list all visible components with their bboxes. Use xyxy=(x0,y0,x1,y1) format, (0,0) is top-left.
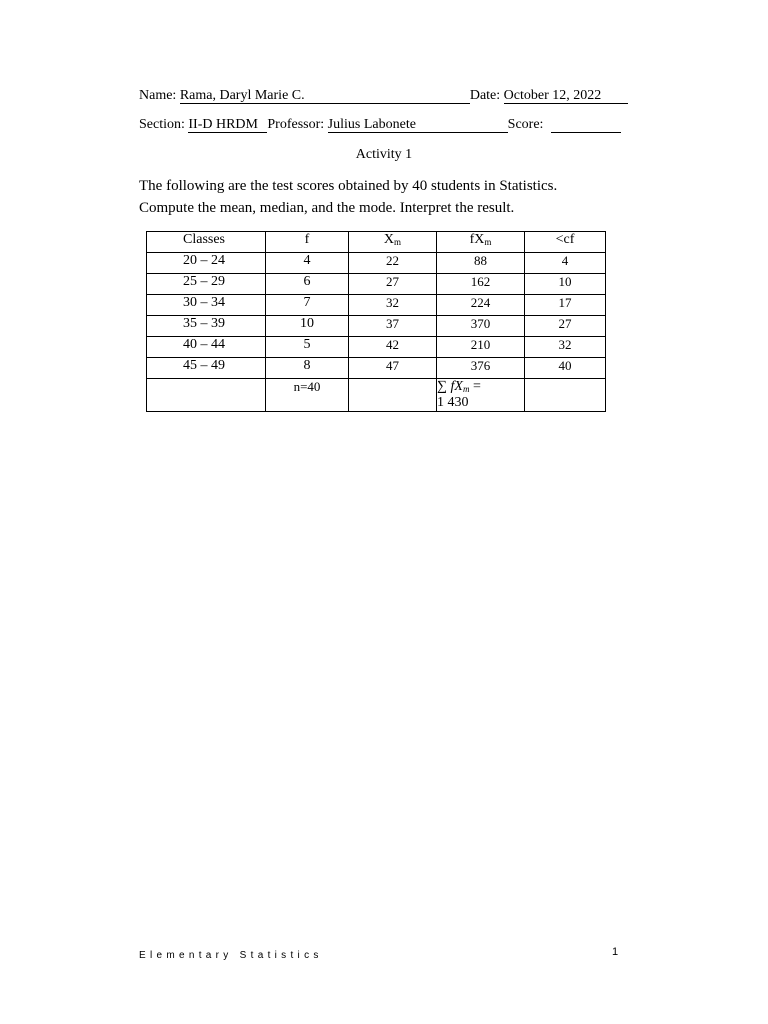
footer-course-title: Elementary Statistics xyxy=(139,950,323,961)
cf-cell: 27 xyxy=(525,316,606,337)
xm-cell: 47 xyxy=(349,358,437,379)
table-row xyxy=(147,295,606,316)
name-date-line xyxy=(139,88,628,104)
sum-f: f xyxy=(450,379,455,394)
section-value-underline xyxy=(188,117,267,133)
table-row xyxy=(147,253,606,274)
f-cell: 6 xyxy=(266,274,349,295)
name-value-underline xyxy=(180,88,470,104)
score-blank xyxy=(551,117,621,133)
fxm-cell: 370 xyxy=(437,316,525,337)
class-cell: 20 – 24 xyxy=(147,253,266,274)
name-value: Rama, Daryl Marie C. xyxy=(179,88,305,103)
table-total-row xyxy=(147,379,606,412)
f-cell: 5 xyxy=(266,337,349,358)
section-professor-score-line xyxy=(139,117,621,133)
xm-cell: 27 xyxy=(349,274,437,295)
professor-value: Julius Labonete xyxy=(327,117,416,132)
page-title: Activity 1 xyxy=(355,147,413,162)
header-xm: $X_m$ xyxy=(349,232,437,253)
professor-value-underline xyxy=(328,117,508,133)
total-n-cell: n=40 xyxy=(266,379,349,412)
fxm-cell: 376 xyxy=(437,358,525,379)
class-cell: 40 – 44 xyxy=(147,337,266,358)
f-cell: 7 xyxy=(266,295,349,316)
total-empty-cell xyxy=(147,379,266,412)
sum-equals: = xyxy=(472,379,481,394)
name-label: Name: xyxy=(139,88,177,103)
header-fxm: $fX_m$ xyxy=(437,232,525,253)
date-label: Date: xyxy=(469,88,501,103)
table-row xyxy=(147,337,606,358)
table-row xyxy=(147,358,606,379)
date-value-underline xyxy=(504,88,628,104)
fxm-cell: 162 xyxy=(437,274,525,295)
professor-label: Professor: xyxy=(267,117,325,132)
total-empty-cell xyxy=(349,379,437,412)
xm-cell: 32 xyxy=(349,295,437,316)
sum-sub: m xyxy=(462,384,470,394)
class-cell: 25 – 29 xyxy=(147,274,266,295)
sigma-symbol: ∑ xyxy=(437,379,447,394)
f-cell: 8 xyxy=(266,358,349,379)
class-cell: 35 – 39 xyxy=(147,316,266,337)
fxm-cell: 210 xyxy=(437,337,525,358)
total-empty-cell xyxy=(525,379,606,412)
header-cf: <cf xyxy=(525,232,606,253)
instruction-line-2: Compute the mean, median, and the mode. Interpret the result. xyxy=(139,200,515,216)
f-cell: 4 xyxy=(266,253,349,274)
page-number: 1 xyxy=(612,946,619,958)
sum-value: 1 430 xyxy=(437,395,469,410)
cf-cell: 10 xyxy=(525,274,606,295)
fxm-cell: 88 xyxy=(437,253,525,274)
f-cell: 10 xyxy=(266,316,349,337)
cf-cell: 32 xyxy=(525,337,606,358)
fxm-cell: 224 xyxy=(437,295,525,316)
section-label: Section: xyxy=(139,117,185,132)
class-cell: 30 – 34 xyxy=(147,295,266,316)
header-f: f xyxy=(266,232,349,253)
section-value: II-D HRDM xyxy=(188,117,258,132)
score-label: Score: xyxy=(507,117,544,132)
cf-cell: 4 xyxy=(525,253,606,274)
cf-cell: 17 xyxy=(525,295,606,316)
date-value: October 12, 2022 xyxy=(503,88,602,103)
instruction-line-1: The following are the test scores obtained by 40 students in Statistics. xyxy=(139,178,558,194)
xm-cell: 22 xyxy=(349,253,437,274)
table-header-row xyxy=(147,232,606,253)
xm-cell: 42 xyxy=(349,337,437,358)
sum-x: X xyxy=(454,379,463,394)
table-row xyxy=(147,274,606,295)
table-row xyxy=(147,316,606,337)
sum-fxm-cell xyxy=(437,379,525,412)
xm-cell: 37 xyxy=(349,316,437,337)
cf-cell: 40 xyxy=(525,358,606,379)
header-classes: Classes xyxy=(147,232,266,253)
class-cell: 45 – 49 xyxy=(147,358,266,379)
frequency-table xyxy=(146,231,606,412)
